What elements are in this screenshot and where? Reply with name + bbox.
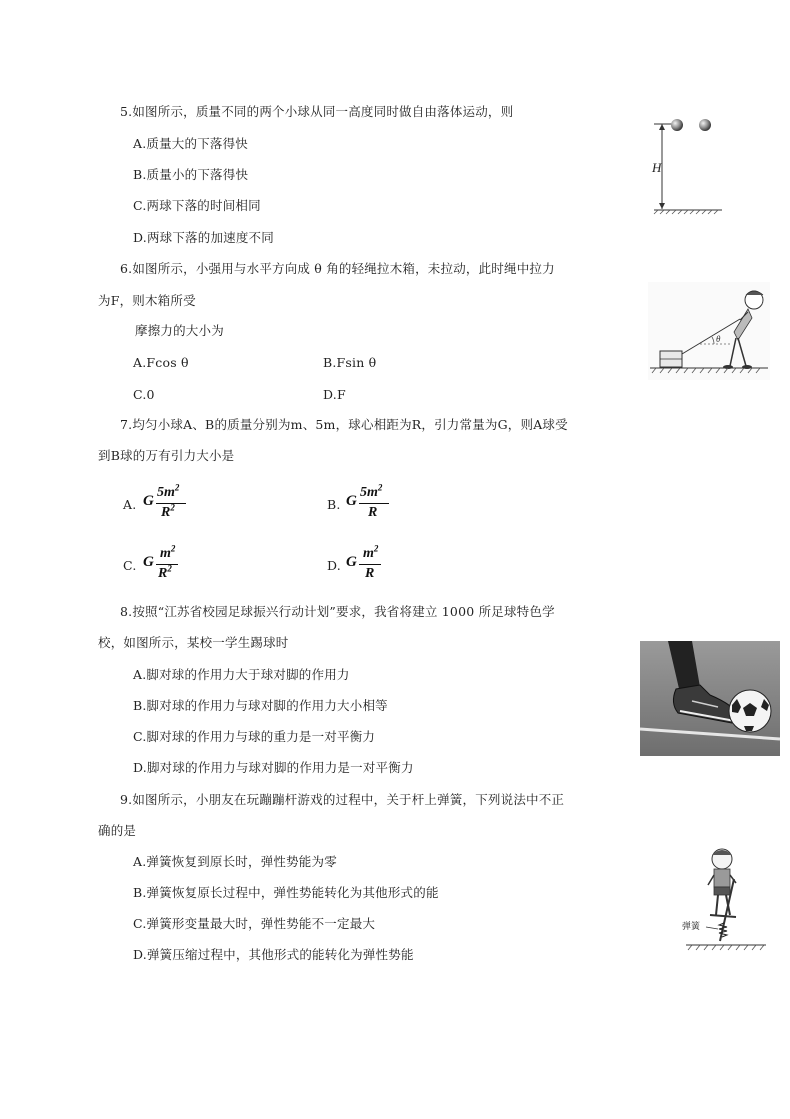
q9-option-d: D.弹簧压缩过程中，其他形式的能转化为弹性势能 [133, 947, 414, 962]
q9-option-b: B.弹簧恢复原长过程中，弹性势能转化为其他形式的能 [133, 885, 439, 900]
q7-option-c-formula: G $m^2$ $R^2$ [143, 546, 193, 586]
q8-option-a: A.脚对球的作用力大于球对脚的作用力 [133, 667, 350, 682]
q7-option-c-letter: C. [123, 558, 137, 573]
angle-label: θ [716, 334, 721, 344]
numerator: 5m [157, 485, 175, 500]
q5-option-b: B.质量小的下落得快 [133, 167, 249, 182]
q6-option-a: A.Fcos θ [133, 355, 189, 370]
numerator: m [363, 546, 374, 561]
q9-stem-line1: 9.如图所示，小朋友在玩蹦蹦杆游戏的过程中，关于杆上弹簧，下列说法中不正 [120, 792, 565, 807]
q8-option-c: C.脚对球的作用力与球的重力是一对平衡力 [133, 729, 376, 744]
q8-option-b: B.脚对球的作用力与球对脚的作用力大小相等 [133, 698, 388, 713]
constant-g: G [143, 554, 154, 570]
constant-g: G [346, 493, 357, 509]
ball-icon [671, 119, 683, 131]
q6-pulling-box-figure [648, 282, 770, 380]
denominator: R [158, 566, 168, 581]
q7-stem-line1: 7.均匀小球A、B的质量分别为m、5m，球心相距为R，引力常量为G，则A球受 [120, 417, 568, 432]
q8-stem-line1: 8.按照“江苏省校园足球振兴行动计划”要求，我省将建立 1000 所足球特色学 [120, 604, 555, 619]
q8-stem-line2: 校，如图所示，某校一学生踢球时 [98, 635, 289, 650]
numerator: 5m [360, 485, 378, 500]
constant-g: G [143, 493, 154, 509]
q6-stem-line3: 摩擦力的大小为 [135, 323, 224, 338]
denominator: R [365, 566, 375, 581]
q5-option-d: D.两球下落的加速度不同 [133, 230, 274, 245]
spring-label: 弹簧 [682, 922, 701, 932]
q6-option-d: D.F [323, 387, 346, 402]
q6-stem-line1: 6.如图所示，小强用与水平方向成 θ 角的轻绳拉木箱，未拉动，此时绳中拉力 [120, 261, 555, 276]
ball-icon [699, 119, 711, 131]
soccer-ball-icon [729, 690, 771, 732]
q7-option-a-formula: G $5m^2$ $R^2$ [143, 485, 193, 525]
q7-option-d-letter: D. [327, 558, 341, 573]
q6-stem-line2: 为F，则木箱所受 [98, 293, 196, 308]
q5-option-a: A.质量大的下落得快 [133, 136, 249, 151]
q7-option-b-letter: B. [327, 497, 341, 512]
q7-option-d-formula: G $m^2$ R [346, 546, 396, 586]
q9-option-c: C.弹簧形变量最大时，弹性势能不一定最大 [133, 916, 376, 931]
constant-g: G [346, 554, 357, 570]
q5-option-c: C.两球下落的时间相同 [133, 198, 261, 213]
denominator: R [368, 505, 378, 520]
q7-option-b-formula: G $5m^2$ R [346, 485, 396, 525]
q7-stem-line2: 到B球的万有引力大小是 [98, 448, 235, 463]
q8-option-d: D.脚对球的作用力与球对脚的作用力是一对平衡力 [133, 760, 414, 775]
numerator: m [160, 546, 171, 561]
height-label: H [652, 160, 662, 175]
q9-option-a: A.弹簧恢复到原长时，弹性势能为零 [133, 854, 337, 869]
q8-kicking-ball-photo [640, 641, 780, 756]
q9-pogo-stick-figure [680, 845, 770, 957]
denominator: R [161, 505, 171, 520]
q7-option-a-letter: A. [123, 497, 137, 512]
q6-option-b: B.Fsin θ [323, 355, 377, 370]
q5-falling-balls-figure [650, 110, 730, 220]
q6-option-c: C.0 [133, 387, 155, 402]
q9-stem-line2: 确的是 [98, 823, 137, 838]
q5-stem: 5.如图所示，质量不同的两个小球从同一高度同时做自由落体运动，则 [120, 104, 514, 119]
